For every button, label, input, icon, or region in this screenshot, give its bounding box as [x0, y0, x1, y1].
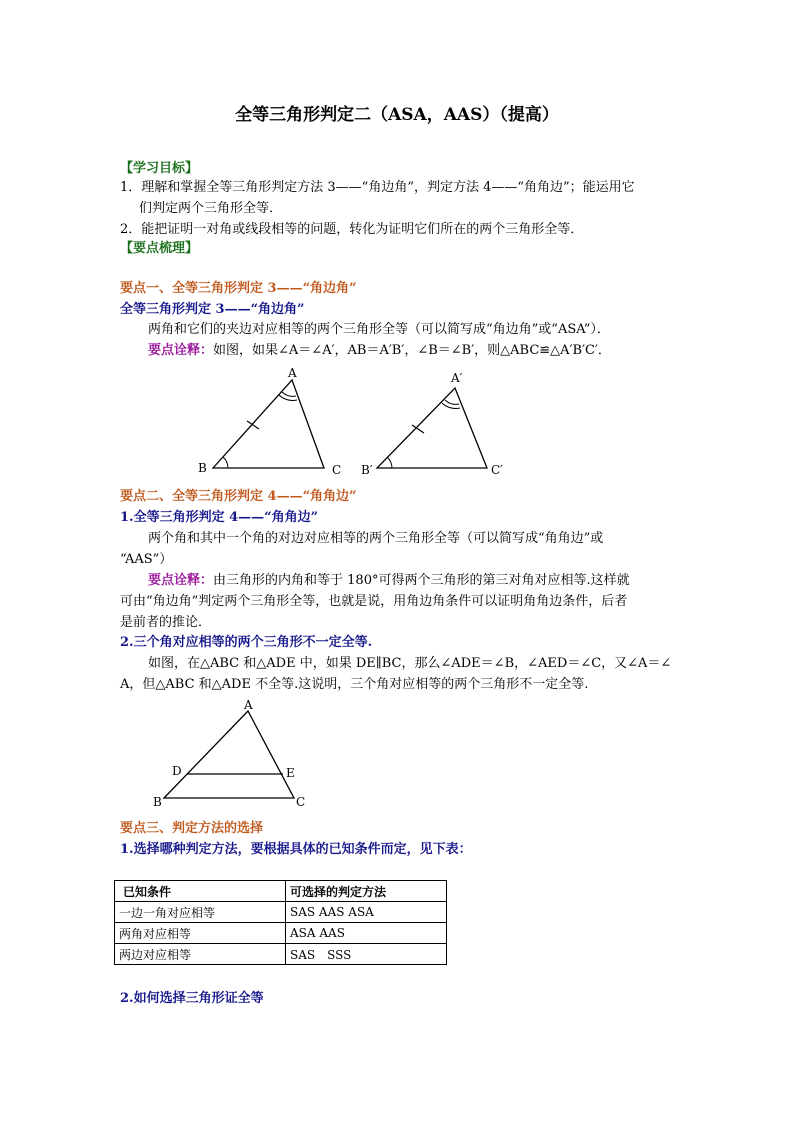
goal-item-1-line-1: 1．理解和掌握全等三角形判定方法 3——“角边角”，判定方法 4——“角角边”；能运用它: [120, 180, 635, 195]
label-a-prime: A′: [451, 371, 463, 385]
header-cell: 可选择的判定方法: [286, 881, 447, 902]
section-1-body: 两角和它们的夹边对应相等的两个三角形全等（可以简写成“角边角”或“ASA”）．: [148, 322, 610, 337]
section-2-heading: 要点二、全等三角形判定 4——“角角边”: [120, 489, 357, 504]
label-b-prime: B′: [361, 463, 373, 477]
label-a: A: [244, 698, 253, 712]
key-points-heading: 【要点梳理】: [120, 241, 199, 256]
triangle-a1b1c1: [377, 388, 487, 468]
section-2-note-line-1: [148, 572, 630, 590]
triangle-abc: [213, 380, 324, 468]
label-c: C: [296, 795, 306, 809]
congruent-triangles-figure: [180, 360, 540, 485]
angle-b-arc: [223, 457, 228, 468]
section-1-note: [148, 342, 611, 360]
table-cell: 一边一角对应相等: [115, 902, 286, 923]
section-3-heading: 要点三、判定方法的选择: [120, 821, 264, 836]
section-1-subheading: 全等三角形判定 3——“角边角”: [120, 302, 305, 317]
table-header-row: [115, 881, 447, 902]
section-2-note-line-2: 可由“角边角”判定两个三角形全等，也就是说，用角边角条件可以证明角角边条件，后者: [120, 594, 628, 609]
triangle-abc: [164, 711, 294, 798]
angle-a-arc-2: [282, 392, 296, 396]
note-text: 由三角形的内角和等于 180°可得两个三角形的第三对角对应相等.这样就: [213, 573, 630, 588]
label-d: D: [172, 764, 182, 778]
section-3-sub-2: 2.如何选择三角形证全等: [120, 991, 264, 1006]
label-b: B: [198, 461, 207, 475]
header-cell: 已知条件: [115, 881, 286, 902]
note-label: 要点诠释：: [148, 343, 214, 358]
goal-item-2: 2．能把证明一对角或线段相等的问题，转化为证明它们所在的两个三角形全等．: [120, 222, 584, 237]
label-b: B: [153, 795, 162, 809]
table-cell: SAS AAS ASA: [286, 902, 447, 923]
section-2-sub-1: 1.全等三角形判定 4——“角角边”: [120, 510, 319, 525]
label-a: A: [288, 366, 297, 380]
method-selection-table: [114, 880, 447, 965]
section-2-note-line-3: 是前者的推论．: [120, 615, 212, 630]
goals-heading: 【学习目标】: [120, 161, 199, 176]
table-row: [115, 923, 447, 944]
table-row: [115, 902, 447, 923]
section-2-sub-2: 2.三个角对应相等的两个三角形不一定全等.: [120, 635, 373, 650]
angle-a1-arc-2: [445, 400, 459, 404]
table-cell: ASA AAS: [286, 923, 447, 944]
angle-b1-arc: [387, 457, 392, 468]
table-row: [115, 944, 447, 965]
section-2-body-2-line-1: 如图，在△ABC 和△ADE 中，如果 DE∥BC，那么∠ADE＝∠B，∠AED＝∠C，又∠A＝∠: [148, 656, 672, 671]
goal-item-1-line-2: 们判定两个三角形全等．: [139, 201, 283, 216]
table-cell: SAS SSS: [286, 944, 447, 965]
table-cell: 两角对应相等: [115, 923, 286, 944]
label-e: E: [286, 766, 295, 780]
page-title: 全等三角形判定二（ASA，AAS）（提高）: [235, 105, 559, 125]
section-1-heading: 要点一、全等三角形判定 3——“角边角”: [120, 281, 357, 296]
label-c: C: [332, 463, 342, 477]
similar-triangles-figure: [148, 698, 318, 810]
label-c-prime: C′: [491, 463, 503, 477]
section-2-body-2-line-2: A，但△ABC 和△ADE 不全等.这说明，三个角对应相等的两个三角形不一定全等.: [120, 677, 589, 692]
section-2-body-1-line-1: 两个角和其中一个角的对边对应相等的两个三角形全等（可以简写成“角角边”或: [148, 531, 604, 546]
note-text: 如图，如果∠A＝∠A′，AB＝A′B′，∠B＝∠B′，则△ABC≌△A′B′C′．: [213, 343, 611, 358]
table-cell: 两边对应相等: [115, 944, 286, 965]
section-3-sub-1: 1.选择哪种判定方法，要根据具体的已知条件而定，见下表：: [120, 842, 472, 857]
section-2-body-1-line-2: “AAS”）: [120, 552, 173, 567]
note-label: 要点诠释：: [148, 573, 214, 588]
